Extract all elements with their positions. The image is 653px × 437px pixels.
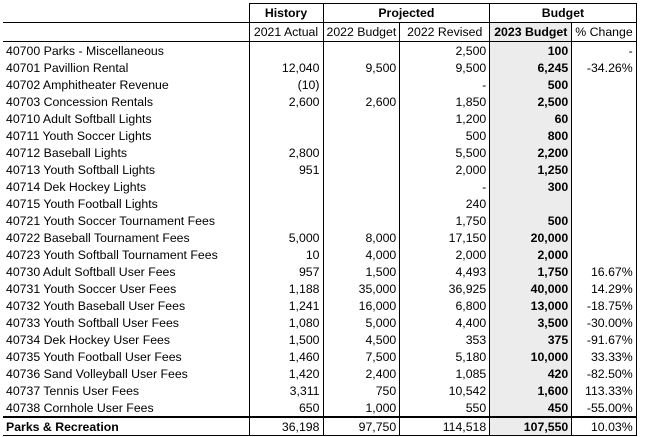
value-pct-change: 14.29% [572, 280, 636, 297]
value-2023-budget: 2,000 [490, 246, 572, 263]
value-pct-change [572, 246, 636, 263]
value-2022-revised: 4,400 [400, 314, 490, 331]
value-pct-change [572, 178, 636, 195]
total-value-2022-budget: 97,750 [323, 417, 400, 436]
table-row [3, 263, 636, 280]
total-row [3, 417, 636, 436]
value-2022-revised: 2,500 [400, 42, 490, 60]
account-label: 40703 Concession Rentals [3, 93, 249, 110]
header-budget: Budget [490, 4, 636, 23]
total-value-2022-revised: 114,518 [400, 417, 490, 436]
value-2022-budget: 9,500 [323, 59, 400, 76]
value-2022-revised: 2,000 [400, 246, 490, 263]
value-pct-change [572, 161, 636, 178]
value-2023-budget: 40,000 [490, 280, 572, 297]
total-account-label: Parks & Recreation [3, 417, 249, 436]
value-2023-budget: 800 [490, 127, 572, 144]
table-row [3, 399, 636, 417]
value-2022-budget [323, 110, 400, 127]
table-row [3, 195, 636, 212]
table-row [3, 314, 636, 331]
value-2022-budget: 5,000 [323, 314, 400, 331]
table-row [3, 110, 636, 127]
value-pct-change [572, 229, 636, 246]
table-row [3, 212, 636, 229]
table-row [3, 382, 636, 399]
value-2022-revised: 1,750 [400, 212, 490, 229]
table-row [3, 93, 636, 110]
value-pct-change: 33.33% [572, 348, 636, 365]
col-2022-budget: 2022 Budget [323, 23, 400, 42]
account-label: 40731 Youth Soccer User Fees [3, 280, 249, 297]
value-2021-actual: 1,460 [249, 348, 323, 365]
value-2022-budget [323, 178, 400, 195]
account-label: 40702 Amphitheater Revenue [3, 76, 249, 93]
value-2022-revised: 5,180 [400, 348, 490, 365]
account-label: 40737 Tennis User Fees [3, 382, 249, 399]
value-2022-revised: 9,500 [400, 59, 490, 76]
account-label: 40701 Pavillion Rental [3, 59, 249, 76]
value-2023-budget: 10,000 [490, 348, 572, 365]
table-row [3, 297, 636, 314]
value-2022-budget [323, 144, 400, 161]
value-2021-actual [249, 110, 323, 127]
header-blank-cell [3, 4, 249, 23]
account-label: 40738 Cornhole User Fees [3, 399, 249, 417]
value-2021-actual [249, 42, 323, 60]
table-row [3, 76, 636, 93]
account-label: 40715 Youth Football Lights [3, 195, 249, 212]
table-row [3, 331, 636, 348]
value-2022-revised: 2,000 [400, 161, 490, 178]
value-2023-budget: 13,000 [490, 297, 572, 314]
value-2021-actual: 1,241 [249, 297, 323, 314]
header-group-row [3, 4, 636, 23]
value-2022-revised: 1,850 [400, 93, 490, 110]
value-2021-actual [249, 212, 323, 229]
col-2022-revised: 2022 Revised [400, 23, 490, 42]
value-pct-change [572, 93, 636, 110]
value-2021-actual: 1,420 [249, 365, 323, 382]
value-2022-revised: 17,150 [400, 229, 490, 246]
value-2021-actual: 12,040 [249, 59, 323, 76]
value-2023-budget: 500 [490, 212, 572, 229]
value-pct-change [572, 76, 636, 93]
value-2022-budget [323, 195, 400, 212]
account-label: 40710 Adult Softball Lights [3, 110, 249, 127]
header-account-cell [3, 23, 249, 42]
table-row [3, 42, 636, 60]
value-2023-budget: 1,250 [490, 161, 572, 178]
value-2022-budget [323, 127, 400, 144]
value-pct-change: - [572, 42, 636, 60]
value-2022-revised: 353 [400, 331, 490, 348]
table-row [3, 161, 636, 178]
value-2022-revised: 6,800 [400, 297, 490, 314]
value-pct-change [572, 195, 636, 212]
value-2023-budget: 1,600 [490, 382, 572, 399]
value-2021-actual: 1,080 [249, 314, 323, 331]
header-column-row [3, 23, 636, 42]
value-2022-revised: 550 [400, 399, 490, 417]
value-2021-actual [249, 178, 323, 195]
value-2023-budget: 300 [490, 178, 572, 195]
value-2021-actual [249, 195, 323, 212]
value-2021-actual: 10 [249, 246, 323, 263]
value-2021-actual: 650 [249, 399, 323, 417]
value-2021-actual: 3,311 [249, 382, 323, 399]
value-2022-revised: - [400, 178, 490, 195]
value-pct-change: -18.75% [572, 297, 636, 314]
table-row [3, 246, 636, 263]
value-2021-actual [249, 127, 323, 144]
value-pct-change [572, 127, 636, 144]
header-projected: Projected [323, 4, 490, 23]
account-label: 40734 Dek Hockey User Fees [3, 331, 249, 348]
account-label: 40735 Youth Football User Fees [3, 348, 249, 365]
value-2022-revised: 1,085 [400, 365, 490, 382]
value-2021-actual: 5,000 [249, 229, 323, 246]
account-label: 40733 Youth Softball User Fees [3, 314, 249, 331]
value-2023-budget: 60 [490, 110, 572, 127]
col-2023-budget: 2023 Budget [490, 23, 572, 42]
value-2023-budget: 2,500 [490, 93, 572, 110]
value-2022-budget: 35,000 [323, 280, 400, 297]
account-label: 40730 Adult Softball User Fees [3, 263, 249, 280]
value-2023-budget: 100 [490, 42, 572, 60]
value-2022-revised: 1,200 [400, 110, 490, 127]
table-row [3, 229, 636, 246]
value-pct-change: -30.00% [572, 314, 636, 331]
value-pct-change: -34.26% [572, 59, 636, 76]
value-pct-change: -55.00% [572, 399, 636, 417]
value-2023-budget: 375 [490, 331, 572, 348]
value-2022-revised: 10,542 [400, 382, 490, 399]
account-label: 40732 Youth Baseball User Fees [3, 297, 249, 314]
table-row [3, 280, 636, 297]
value-2022-budget: 1,500 [323, 263, 400, 280]
col-pct-change: % Change [572, 23, 636, 42]
value-2021-actual: 1,500 [249, 331, 323, 348]
account-label: 40722 Baseball Tournament Fees [3, 229, 249, 246]
value-2022-revised: 4,493 [400, 263, 490, 280]
value-2022-revised: 5,500 [400, 144, 490, 161]
value-2022-budget: 1,000 [323, 399, 400, 417]
account-label: 40712 Baseball Lights [3, 144, 249, 161]
value-2022-revised: 500 [400, 127, 490, 144]
total-value-2023-budget: 107,550 [490, 417, 572, 436]
account-label: 40736 Sand Volleyball User Fees [3, 365, 249, 382]
value-pct-change: 16.67% [572, 263, 636, 280]
value-2021-actual: 1,188 [249, 280, 323, 297]
value-2023-budget: 20,000 [490, 229, 572, 246]
table-row [3, 127, 636, 144]
account-label: 40714 Dek Hockey Lights [3, 178, 249, 195]
value-2022-revised: 240 [400, 195, 490, 212]
value-2023-budget: 450 [490, 399, 572, 417]
value-2023-budget: 3,500 [490, 314, 572, 331]
value-2022-budget: 7,500 [323, 348, 400, 365]
value-2021-actual: 2,600 [249, 93, 323, 110]
table-row [3, 178, 636, 195]
value-pct-change [572, 144, 636, 161]
account-label: 40723 Youth Softball Tournament Fees [3, 246, 249, 263]
table-row [3, 365, 636, 382]
value-2021-actual: 2,800 [249, 144, 323, 161]
col-2021-actual: 2021 Actual [249, 23, 323, 42]
value-2023-budget: 500 [490, 76, 572, 93]
account-label: 40713 Youth Softball Lights [3, 161, 249, 178]
total-value-pct-change: 10.03% [572, 417, 636, 436]
value-2022-budget: 16,000 [323, 297, 400, 314]
value-2022-budget: 2,600 [323, 93, 400, 110]
total-value-2021-actual: 36,198 [249, 417, 323, 436]
value-pct-change [572, 110, 636, 127]
value-2022-budget [323, 212, 400, 229]
budget-spreadsheet [3, 3, 637, 436]
value-2022-budget: 750 [323, 382, 400, 399]
account-label: 40711 Youth Soccer Lights [3, 127, 249, 144]
value-2023-budget: 2,200 [490, 144, 572, 161]
value-pct-change: -82.50% [572, 365, 636, 382]
value-2022-budget: 4,000 [323, 246, 400, 263]
value-pct-change [572, 212, 636, 229]
table-row [3, 348, 636, 365]
value-2022-budget [323, 161, 400, 178]
value-2021-actual: 957 [249, 263, 323, 280]
value-2023-budget: 6,245 [490, 59, 572, 76]
value-pct-change: -91.67% [572, 331, 636, 348]
value-2022-budget [323, 76, 400, 93]
value-2023-budget: 420 [490, 365, 572, 382]
table-row [3, 144, 636, 161]
account-label: 40700 Parks - Miscellaneous [3, 42, 249, 60]
table-row [3, 59, 636, 76]
value-2022-revised: 36,925 [400, 280, 490, 297]
account-label: 40721 Youth Soccer Tournament Fees [3, 212, 249, 229]
value-2023-budget: 1,750 [490, 263, 572, 280]
value-pct-change: 113.33% [572, 382, 636, 399]
value-2022-budget [323, 42, 400, 60]
header-history: History [249, 4, 323, 23]
value-2021-actual: 951 [249, 161, 323, 178]
value-2023-budget [490, 195, 572, 212]
value-2022-budget: 4,500 [323, 331, 400, 348]
value-2022-revised: - [400, 76, 490, 93]
value-2022-budget: 2,400 [323, 365, 400, 382]
value-2022-budget: 8,000 [323, 229, 400, 246]
value-2021-actual: (10) [249, 76, 323, 93]
